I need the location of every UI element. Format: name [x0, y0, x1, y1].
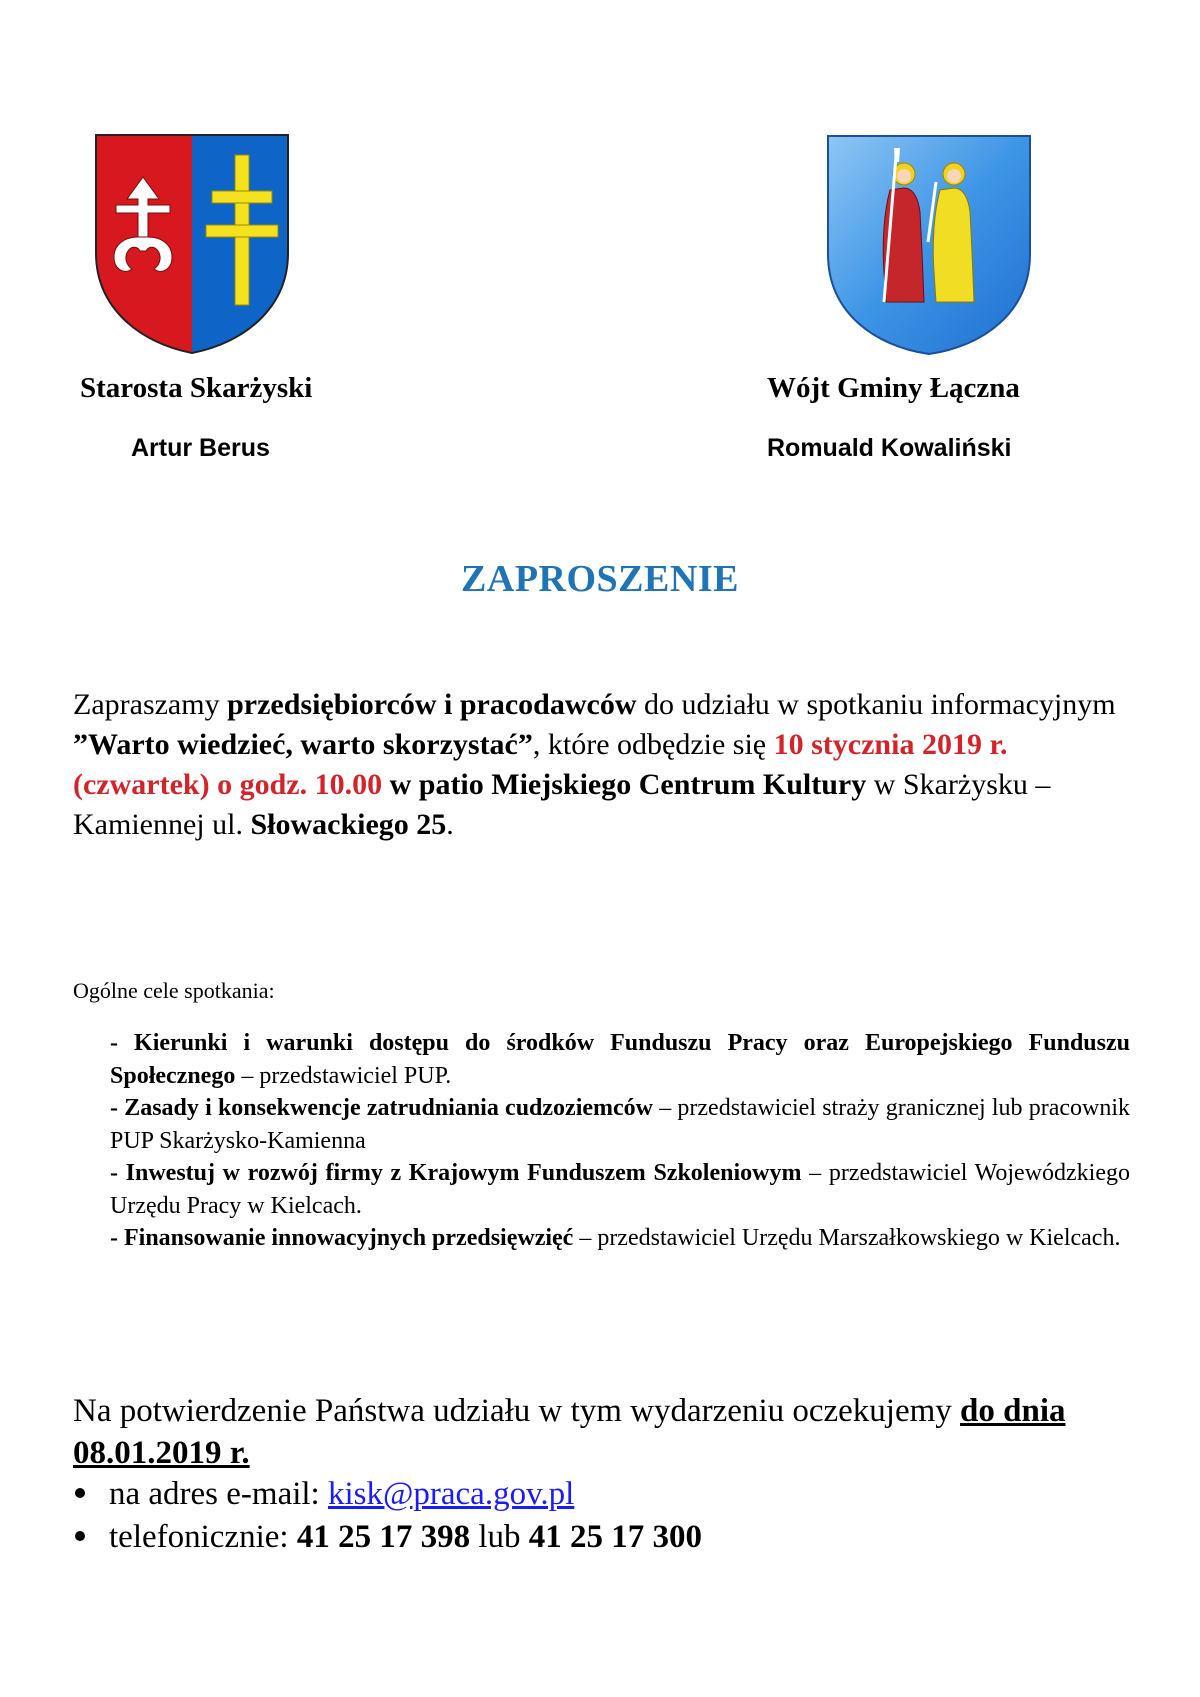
confirmation-paragraph [73, 1390, 1133, 1474]
intro-text: , które odbędzie się [532, 728, 774, 761]
goal-speaker: – przedstawiciel PUP. [235, 1062, 452, 1089]
phone-or: lub [470, 1519, 529, 1555]
bullet-icon [75, 1531, 85, 1541]
intro-venue: w patio Miejskiego Centrum Kultury [382, 768, 867, 801]
goal-topic: - Finansowanie innowacyjnych przedsięwzięć [110, 1225, 574, 1251]
phone-label: telefonicznie: [109, 1519, 297, 1555]
goal-item [110, 1222, 1130, 1255]
intro-event-date: 10 stycznia 2019 r. (czwartek) o godz. 10.00 [73, 728, 1008, 801]
goal-topic: - Inwestuj w rozwój firmy z Krajowym Funduszem Szkoleniowym [110, 1160, 802, 1186]
left-official-name: Artur Berus [131, 434, 270, 462]
right-official-title: Wójt Gminy Łączna [767, 372, 1020, 404]
goals-list [110, 1027, 1130, 1255]
contact-email-row [73, 1476, 574, 1513]
coat-of-arms-laczna-icon [824, 132, 1034, 358]
intro-event-name: ”Warto wiedzieć, warto skorzystać” [73, 728, 533, 761]
goal-topic: - Kierunki i warunki dostępu do środków Funduszu Pracy oraz Europejskiego Funduszu Społecznego [110, 1030, 1130, 1089]
intro-bold-audience: przedsiębiorców i pracodawców [227, 688, 637, 721]
goal-speaker: – przedstawiciel Wojewódzkiego Urzędu Pracy w Kielcach. [110, 1160, 1130, 1219]
intro-street: Słowackiego 25 [250, 808, 447, 841]
confirmation-text: Na potwierdzenie Państwa udziału w tym wydarzeniu oczekujemy [73, 1393, 961, 1429]
goal-topic: - Zasady i konsekwencje zatrudniania cudzoziemców [110, 1095, 653, 1121]
goal-item [110, 1092, 1130, 1157]
intro-text: do udziału w spotkaniu informacyjnym [636, 688, 1116, 721]
left-official-title: Starosta Skarżyski [80, 372, 313, 404]
coat-of-arms-skarzysko-icon [94, 133, 290, 355]
phone-number-1: 41 25 17 398 [296, 1519, 471, 1555]
contact-phone-row [73, 1519, 702, 1556]
goals-heading: Ogólne cele spotkania: [73, 978, 275, 1003]
phone-number-2: 41 25 17 300 [528, 1519, 702, 1555]
goal-speaker: – przedstawiciel Urzędu Marszałkowskiego w Kielcach. [573, 1225, 1121, 1251]
right-official-name: Romuald Kowaliński [767, 434, 1012, 462]
goal-speaker: – przedstawiciel straży granicznej lub pracownik PUP Skarżysko-Kamienna [110, 1095, 1130, 1154]
email-label: na adres e-mail: [109, 1476, 328, 1512]
intro-text: w Skarżysku – Kamiennej ul. [73, 768, 1051, 841]
invitation-title: ZAPROSZENIE [461, 558, 739, 600]
invitation-intro-paragraph [73, 685, 1133, 845]
intro-text: Zapraszamy [73, 688, 228, 721]
confirmation-deadline: do dnia 08.01.2019 r. [73, 1393, 1066, 1471]
goal-item [110, 1027, 1130, 1092]
bullet-icon [75, 1488, 85, 1498]
goal-item [110, 1157, 1130, 1222]
email-link[interactable]: kisk@praca.gov.pl [327, 1476, 575, 1512]
intro-text: . [446, 808, 454, 841]
